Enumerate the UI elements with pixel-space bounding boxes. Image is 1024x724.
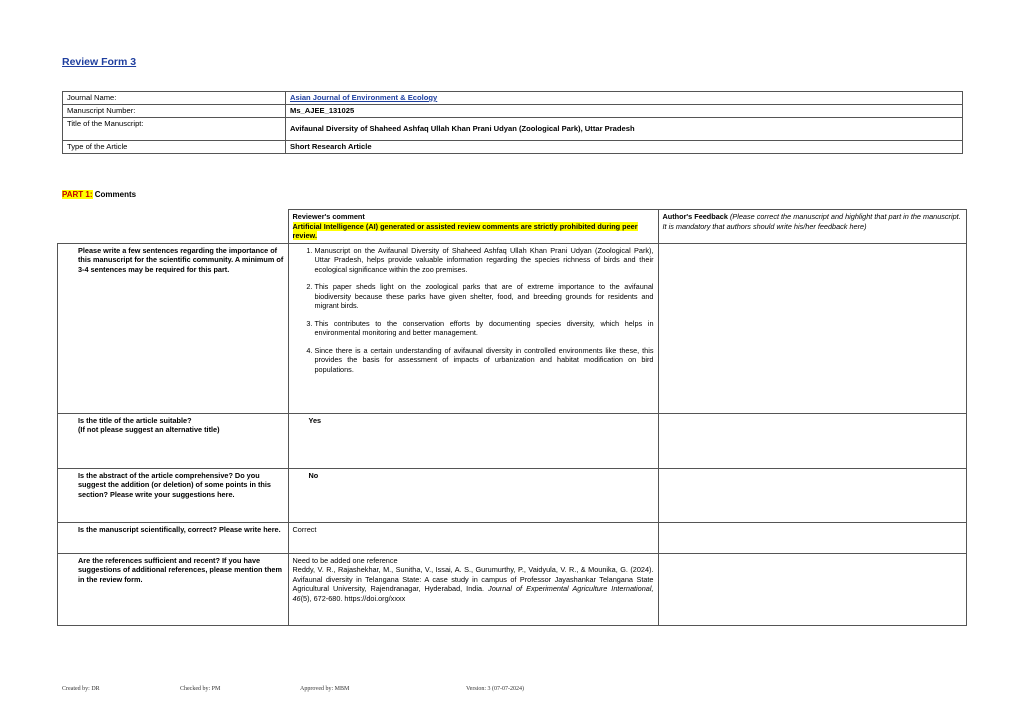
author-feedback-cell[interactable]: [658, 522, 967, 553]
reviewer-header-cell: [288, 210, 658, 244]
author-feedback-cell[interactable]: [658, 468, 967, 522]
manuscript-number-value: Ms_AJEE_131025: [286, 105, 963, 118]
manuscript-number-label: Manuscript Number:: [63, 105, 286, 118]
form-title: Review Form 3: [62, 56, 137, 68]
footer-approved: Approved by: MBM: [300, 686, 350, 692]
table-row: [58, 413, 967, 468]
header-row: [58, 210, 967, 244]
list-item: 3. This contributes to the conservation efforts by documenting species diversity, which helps in environmental monitoring and better management.: [315, 319, 654, 338]
footer-checked: Checked by: PM: [180, 686, 221, 692]
table-row: [58, 468, 967, 522]
author-feedback-cell[interactable]: [658, 553, 967, 625]
list-item: 1. Manuscript on the Avifaunal Diversity of Shaheed Ashfaq Ullah Khan Prani Udyan (Zoological Park), Uttar Pradesh, helps provide valuable information regarding the species richness of birds and their ecological significance within the zoo premises.: [315, 246, 654, 275]
journal-link[interactable]: Asian Journal of Environment & Ecology: [290, 93, 438, 102]
manuscript-info-table: [62, 91, 963, 154]
journal-value-cell: [286, 92, 963, 105]
answer-title: Yes: [288, 413, 658, 468]
title-label: Title of the Manuscript:: [63, 118, 286, 141]
reference-citation: Reddy, V. R., Rajashekhar, M., Sunitha, V., Issai, A. S., Gurumurthy, P., Vaidyula, V. R., & Mounika, G. (2024). Avifaunal diversity in Telangana State: A case study in campus of Professor Jayashankar Telangana State Agricultural University, Rajendranagar, Hyderabad, India.: [292, 565, 654, 593]
question-references: Are the references sufficient and recent? If you have suggestions of additional references, please mention them in the review form.: [58, 553, 289, 625]
part-number: PART 1:: [62, 190, 93, 199]
type-value: Short Research Article: [286, 141, 963, 154]
question-title: [58, 413, 289, 468]
author-feedback-header: Author's Feedback: [662, 212, 728, 221]
question-title-line2: (If not please suggest an alternative title): [78, 425, 220, 434]
references-intro: Need to be added one reference: [292, 555, 398, 565]
comments-table: [57, 209, 967, 626]
author-feedback-note: (Please correct the manuscript and highlight that part in the manuscript. It is mandatory that authors should write his/her feedback here): [662, 212, 961, 231]
importance-list: [293, 246, 654, 375]
title-value: Avifaunal Diversity of Shaheed Ashfaq Ullah Khan Prani Udyan (Zoological Park), Uttar Pradesh: [286, 118, 963, 141]
reference-journal: Journal of Experimental Agriculture International,: [488, 584, 654, 593]
author-feedback-cell[interactable]: [658, 413, 967, 468]
reference-volume: 46: [292, 593, 301, 603]
reference-pages-doi: (5), 672-680. https://doi.org/xxxx: [300, 593, 406, 603]
table-row: [58, 553, 967, 625]
answer-references: [288, 553, 658, 625]
table-row: [58, 243, 967, 413]
journal-label: Journal Name:: [63, 92, 286, 105]
answer-importance-cell: [288, 243, 658, 413]
list-item: 2. This paper sheds light on the zoological parks that are of extreme importance to the avifaunal biodiversity because these parks have given shelter, food, and breeding grounds for residents and migrant birds.: [315, 282, 654, 311]
author-feedback-cell[interactable]: [658, 243, 967, 413]
footer-created: Created by: DR: [62, 686, 100, 692]
question-scientific: Is the manuscript scientifically, correct? Please write here.: [58, 522, 289, 553]
table-row: [58, 522, 967, 553]
part-heading: [62, 190, 136, 199]
part-comments-label: Comments: [94, 190, 137, 199]
question-title-line1: Is the title of the article suitable?: [78, 415, 192, 425]
empty-header-cell: [58, 210, 289, 244]
type-label: Type of the Article: [63, 141, 286, 154]
answer-abstract: No: [288, 468, 658, 522]
ai-prohibition-notice: Artificial Intelligence (AI) generated or assisted review comments are strictly prohibited during peer review.: [292, 221, 638, 240]
reference-entry: [293, 565, 654, 603]
list-item: 4. Since there is a certain understanding of avifaunal diversity in controlled environments like these, this provides the basis for assessment of impacts of urbanization and habitat modification on bird populations.: [315, 346, 654, 375]
author-header-cell: [658, 210, 967, 244]
reviewer-comment-header: Reviewer's comment: [292, 212, 365, 221]
footer-version: Version: 3 (07-07-2024): [466, 686, 524, 692]
question-importance: Please write a few sentences regarding the importance of this manuscript for the scientific community. A minimum of 3-4 sentences may be required for this part.: [58, 243, 289, 413]
question-abstract: Is the abstract of the article comprehensive? Do you suggest the addition (or deletion) of some points in this section? Please write your suggestions here.: [58, 468, 289, 522]
answer-scientific: Correct: [288, 522, 658, 553]
